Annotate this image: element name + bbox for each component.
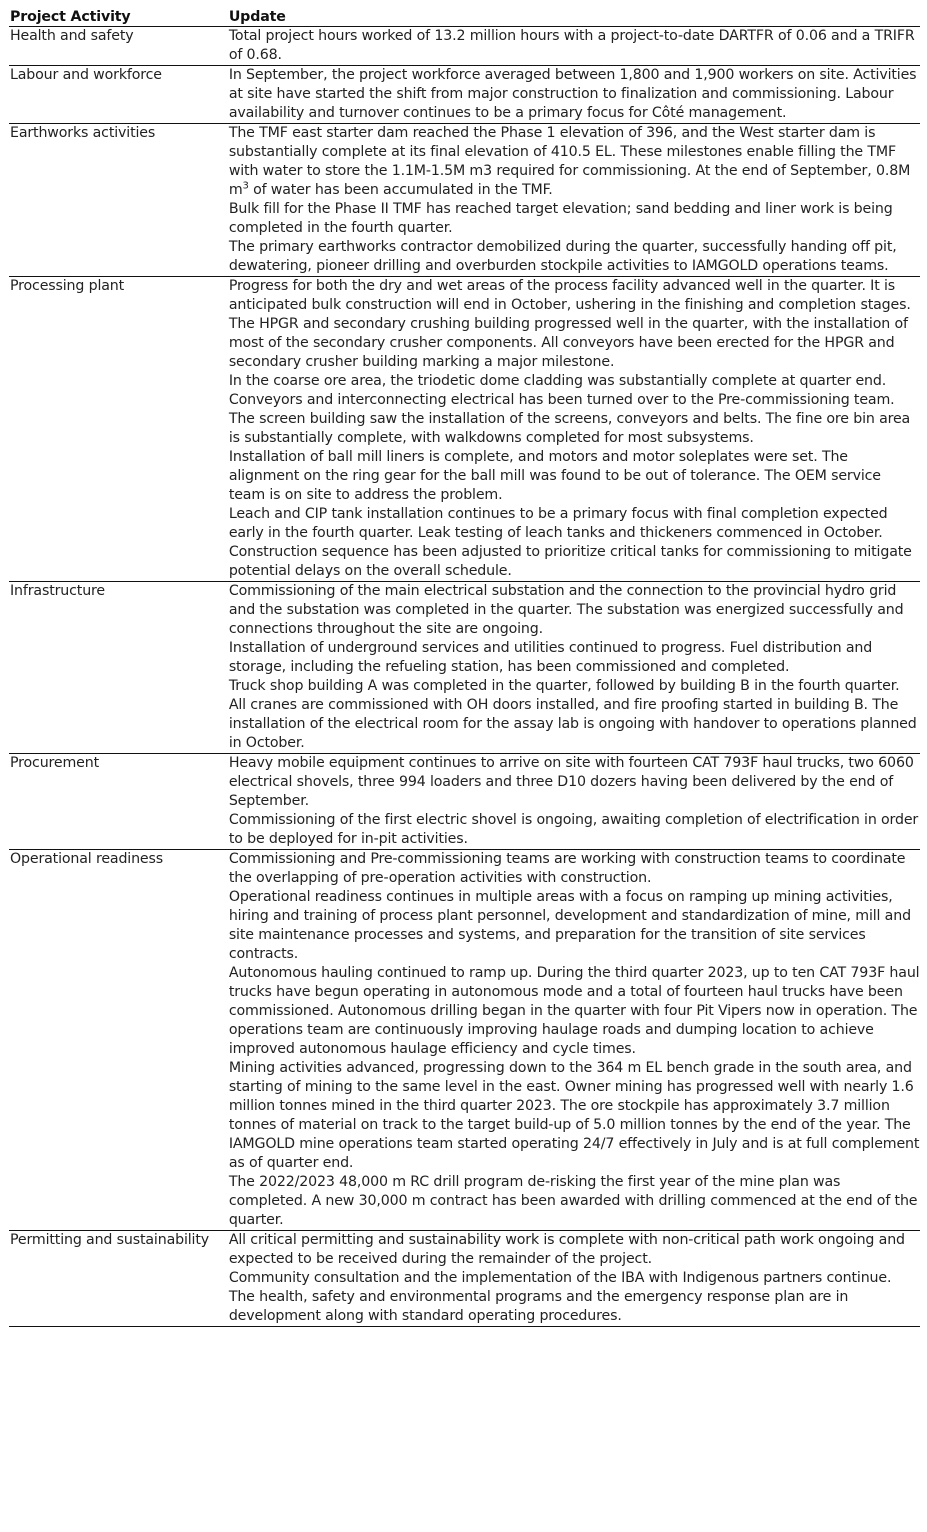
update-paragraph: The 2022/2023 48,000 m RC drill program de-risking the first year of the mine plan was completed. A new 30,000 m contract has been awarded with drilling commenced at the end of the quarter. [228,1174,918,1228]
activity-cell: Permitting and sustainability [9,1231,229,1327]
update-paragraph: Commissioning and Pre-commissioning teams are working with construction teams to coordinate the overlapping of pre-operation activities with construction. [228,851,906,886]
update-paragraph: The primary earthworks contractor demobilized during the quarter, successfully handing off pit, dewatering, pioneer drilling and overburden stockpile activities to IAMGOLD operations teams. [228,239,897,274]
table-row-infrastructure [9,582,920,754]
table-row-processing-plant [9,277,920,582]
update-cell [229,754,920,850]
update-cell [229,66,920,124]
activity-cell: Operational readiness [9,850,229,1231]
update-paragraph: Progress for both the dry and wet areas of the process facility advanced well in the quarter. It is anticipated bulk construction will end in October, ushering in the finishing and completion stages. [228,278,911,313]
update-cell [229,582,920,754]
table-row-health-and-safety [9,27,920,66]
table-row-labour-and-workforce [9,66,920,124]
update-text: The TMF east starter dam reached the Phase 1 elevation of 396, and the West starter dam is substantially complete at its final elevation of 410.5 EL. These milestones enable filling the TMF with water to store the 1.1M-1.5M m3 required for commissioning. At the end of September, 0.8M m [228,125,911,198]
update-paragraph [229,124,920,200]
table-row-operational-readiness [9,850,920,1231]
activity-cell: Infrastructure [9,582,229,754]
update-text-tail: of water has been accumulated in the TMF. [248,182,553,198]
update-paragraph: The HPGR and secondary crushing building progressed well in the quarter, with the installation of most of the secondary crusher components. All conveyors have been erected for the HPGR and secondary crusher building marking a major milestone. [228,316,908,370]
update-paragraph: Bulk fill for the Phase II TMF has reached target elevation; sand bedding and liner work is being completed in the fourth quarter. [228,201,893,236]
update-cell [229,124,920,277]
update-paragraph: Operational readiness continues in multiple areas with a focus on ramping up mining activities, hiring and training of process plant personnel, development and standardization of mine, mill and site maintenance processes and systems, and preparation for the transition of site services contracts. [228,889,911,962]
header-update: Update [229,8,920,27]
update-paragraph: Autonomous hauling continued to ramp up. During the third quarter 2023, up to ten CAT 793F haul trucks have begun operating in autonomous mode and a total of fourteen haul trucks have been commissioned. Autonomous drilling began in the quarter with four Pit Vipers now in operation. The operations team are continuously improving haulage roads and dumping location to achieve improved autonomous haulage efficiency and cycle times. [228,965,920,1057]
update-paragraph: Leach and CIP tank installation continues to be a primary focus with final completion expected early in the fourth quarter. Leak testing of leach tanks and thickeners commenced in October. Construction sequence has been adjusted to prioritize critical tanks for commissioning to mitigate potential delays on the overall schedule. [228,506,912,579]
project-activity-table [9,8,920,1327]
activity-cell: Processing plant [9,277,229,582]
update-paragraph: Community consultation and the implementation of the IBA with Indigenous partners continue. The health, safety and environmental programs and the emergency response plan are in development along with standard operating procedures. [228,1270,892,1324]
update-paragraph: Heavy mobile equipment continues to arrive on site with fourteen CAT 793F haul trucks, two 6060 electrical shovels, three 994 loaders and three D10 dozers having been delivered by the end of September. [228,755,914,809]
activity-cell: Earthworks activities [9,124,229,277]
superscript-3: 3 [242,180,249,192]
table-row-earthworks-activities [9,124,920,277]
update-cell [229,277,920,582]
header-project-activity: Project Activity [9,8,229,27]
activity-cell: Health and safety [9,27,229,66]
update-paragraph: All critical permitting and sustainability work is complete with non-critical path work ongoing and expected to be received during the remainder of the project. [228,1232,905,1267]
update-paragraph: Truck shop building A was completed in the quarter, followed by building B in the fourth quarter. All cranes are commissioned with OH doors installed, and fire proofing started in building B. The installation of the electrical room for the assay lab is ongoing with handover to operations planned in October. [228,678,917,751]
update-paragraph: Installation of underground services and utilities continued to progress. Fuel distribution and storage, including the refueling station, has been commissioned and completed. [228,640,873,675]
update-paragraph: Installation of ball mill liners is complete, and motors and motor soleplates were set. The alignment on the ring gear for the ball mill was found to be out of tolerance. The OEM service team is on site to address the problem. [228,449,881,503]
update-cell [229,27,920,66]
table-row-procurement [9,754,920,850]
update-paragraph: Commissioning of the main electrical substation and the connection to the provincial hydro grid and the substation was completed in the quarter. The substation was energized successfully and connections throughout the site are ongoing. [228,583,904,637]
table-header-row [9,8,920,27]
update-paragraph: In September, the project workforce averaged between 1,800 and 1,900 workers on site. Activities at site have started the shift from major construction to finalization and commissioning. Labour availability and turnover continues to be a primary focus for Côté management. [228,67,917,121]
update-paragraph: Commissioning of the first electric shovel is ongoing, awaiting completion of electrification in order to be deployed for in-pit activities. [228,812,919,847]
update-paragraph: Total project hours worked of 13.2 million hours with a project-to-date DARTFR of 0.06 and a TRIFR of 0.68. [228,28,915,63]
update-cell [229,850,920,1231]
activity-cell: Labour and workforce [9,66,229,124]
activity-cell: Procurement [9,754,229,850]
update-paragraph: Mining activities advanced, progressing down to the 364 m EL bench grade in the south area, and starting of mining to the same level in the east. Owner mining has progressed well with nearly 1.6 million tonnes mined in the third quarter 2023. The ore stockpile has approximately 3.7 million tonnes of material on track to the target build-up of 5.0 million tonnes by the end of the year. The IAMGOLD mine operations team started operating 24/7 effectively in July and is at full complement as of quarter end. [228,1060,920,1171]
table-row-permitting-and-sustainability [9,1231,920,1327]
update-cell [229,1231,920,1327]
update-paragraph: In the coarse ore area, the triodetic dome cladding was substantially complete at quarter end. Conveyors and interconnecting electrical has been turned over to the Pre-commissioning team. The screen building saw the installation of the screens, conveyors and belts. The fine ore bin area is substantially complete, with walkdowns completed for most subsystems. [228,373,911,446]
